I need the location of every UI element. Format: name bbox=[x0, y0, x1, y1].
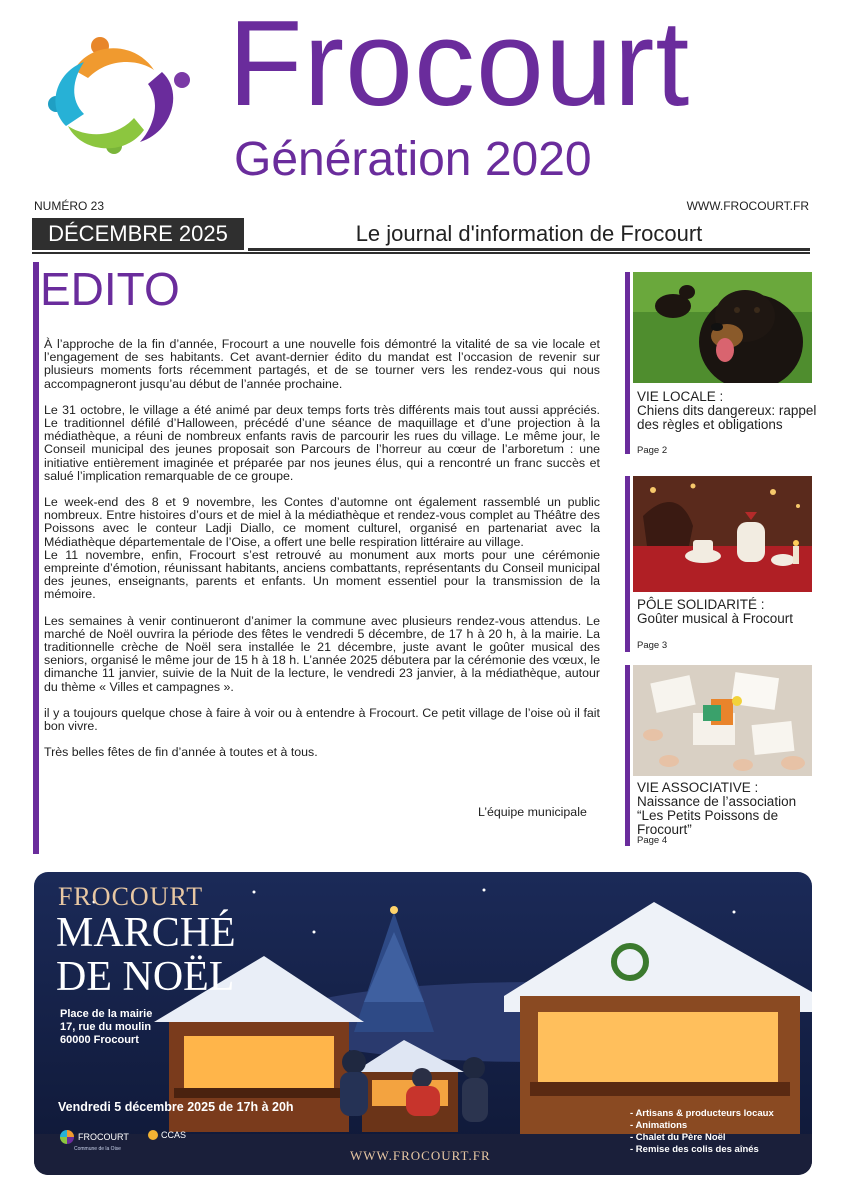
poster-frocourt-logo bbox=[60, 1130, 129, 1144]
edito-body bbox=[44, 338, 600, 772]
tea-party-photo[interactable] bbox=[633, 476, 812, 592]
poster-website[interactable]: WWW.FROCOURT.FR bbox=[350, 1148, 491, 1163]
edito-paragraph: Le 11 novembre, enfin, Frocourt s’est retrouvé au monument aux morts pour une cérémonie empreinte d’émotion, réunissant habitants, anciens combattants, représentants du Conseil municipal des jeunes, enseignants, parents et enfants. Un moment essentiel pour la transmission de la mémoire. bbox=[44, 547, 600, 602]
poster-brand: FROCOURT bbox=[58, 882, 204, 911]
teaser-accent-bar bbox=[625, 272, 630, 454]
poster-ccas-logo bbox=[148, 1130, 186, 1140]
poster-logo-right: CCAS bbox=[161, 1130, 187, 1140]
teaser-page: Page 4 bbox=[637, 835, 668, 846]
address-line: 60000 Frocourt bbox=[60, 1034, 139, 1046]
poster-logo-left-sub: Commune de la Oise bbox=[74, 1146, 121, 1152]
teaser-category: VIE LOCALE : bbox=[637, 389, 724, 404]
poster-title-line2: DE NOËL bbox=[56, 954, 235, 1000]
newspaper-subtitle: Génération 2020 bbox=[234, 133, 592, 186]
poster-address bbox=[60, 1008, 152, 1047]
teaser-category: VIE ASSOCIATIVE : bbox=[637, 780, 759, 795]
banner-rule bbox=[32, 252, 810, 254]
issue-number: NUMÉRO 23 bbox=[34, 199, 105, 213]
banner-divider bbox=[248, 248, 810, 251]
frocourt-mini-logo-icon bbox=[60, 1130, 74, 1144]
highlight-item: - Chalet du Père Noël bbox=[630, 1132, 726, 1143]
teaser-headline[interactable]: Chiens dits dangereux: rappel des règles et obligations bbox=[637, 403, 817, 432]
newspaper-title: Frocourt bbox=[228, 0, 691, 131]
website-link[interactable]: WWW.FROCOURT.FR bbox=[686, 199, 809, 213]
highlight-item: - Remise des colis des aînés bbox=[630, 1144, 759, 1155]
edito-accent-bar bbox=[33, 262, 39, 854]
kids-drawing-photo[interactable] bbox=[633, 665, 812, 776]
dog-photo[interactable] bbox=[633, 272, 812, 383]
tagline: Le journal d'information de Frocourt bbox=[355, 221, 703, 246]
edito-paragraph: Les semaines à venir continueront d’animer la commune avec plusieurs rendez-vous attendus. Le marché de Noël ouvrira la période des fêtes le vendredi 5 décembre, de 17 h à 20 h, à la mairie. La traditionnelle crèche de Noël sera installée le 21 décembre, juste avant le goûter musical des seniors, organisé le même jour de 15 h à 18 h. L’année 2025 débutera par la cérémonie des vœux, le dimanche 11 janvier, suivie de la Nuit de la lecture, le vendredi 23 janvier, à la médiathèque, autour du thème « Villes et campagnes ». bbox=[44, 613, 600, 694]
edito-paragraph: il y a toujours quelque chose à faire à voir ou à entendre à Frocourt. Ce petit village de l’oise où il fait bon vivre. bbox=[44, 705, 600, 734]
edito-paragraph: Très belles fêtes de fin d’année à toutes et à tous. bbox=[44, 745, 318, 760]
teaser-accent-bar bbox=[625, 665, 630, 846]
poster-title-line1: MARCHÉ bbox=[56, 910, 236, 956]
christmas-market-poster[interactable] bbox=[34, 872, 812, 1175]
teaser-headline[interactable]: Goûter musical à Frocourt bbox=[637, 611, 794, 626]
highlight-item: - Artisans & producteurs locaux bbox=[630, 1108, 774, 1119]
teaser-page: Page 2 bbox=[637, 445, 668, 456]
edito-paragraph: Le week-end des 8 et 9 novembre, les Contes d’automne ont également rassemblé un public nombreux. Entre histoires d’ours et de miel à la médiathèque et rendez-vous complet au Théâtre des Poissons avec le conteur Ladji Diallo, ce moment culturel, organisé en partenariat avec la Médiathèque départementale de l’Oise, a offert une belle respiration littéraire au village. bbox=[44, 495, 600, 549]
ccas-logo-icon bbox=[148, 1130, 158, 1140]
address-line: Place de la mairie bbox=[60, 1008, 153, 1020]
highlight-item: - Animations bbox=[630, 1120, 688, 1131]
poster-highlights bbox=[630, 1108, 774, 1156]
edito-paragraph: À l’approche de la fin d’année, Frocourt a une nouvelle fois démontré la vitalité de sa vie locale et l’engagement de ses habitants. Cet avant-dernier édito du mandat est l’occasion de revenir sur plusieurs moments forts récemment partagés, et de se tourner vers les rendez-vous qui nous accompagneront jusqu’au début de l’année prochaine. bbox=[44, 337, 600, 391]
poster-logo-left: FROCOURT bbox=[78, 1132, 129, 1142]
frocourt-logo-icon bbox=[44, 34, 196, 156]
date-banner bbox=[32, 218, 810, 254]
issue-date: DÉCEMBRE 2025 bbox=[32, 218, 244, 250]
teaser-headline[interactable]: Naissance de l’association “Les Petits Poissons de Frocourt” bbox=[637, 794, 797, 837]
edito-title: EDITO bbox=[40, 263, 180, 315]
teaser-category: PÔLE SOLIDARITÉ : bbox=[637, 597, 765, 612]
edito-signature: L’équipe municipale bbox=[478, 805, 587, 819]
teaser-page: Page 3 bbox=[637, 640, 668, 651]
teaser-accent-bar bbox=[625, 476, 630, 652]
address-line: 17, rue du moulin bbox=[60, 1021, 152, 1033]
poster-datetime: Vendredi 5 décembre 2025 de 17h à 20h bbox=[58, 1100, 294, 1114]
edito-paragraph: Le 31 octobre, le village a été animé par deux temps forts très différents mais tout aussi appréciés. Le traditionnel défilé d’Halloween, précédé d’une séance de maquillage et d’une projection à la médiathèque, a réuni de nombreux enfants ravis de parcourir les rues du village. Le même jour, le Conseil municipal des jeunes proposait son Parcours de l’horreur au cœur de l’arboretum : une initiative entièrement imaginée et préparée par nos jeunes élus, qui a rencontré un franc succès et salué l’implication remarquable de ce groupe. bbox=[44, 402, 600, 483]
